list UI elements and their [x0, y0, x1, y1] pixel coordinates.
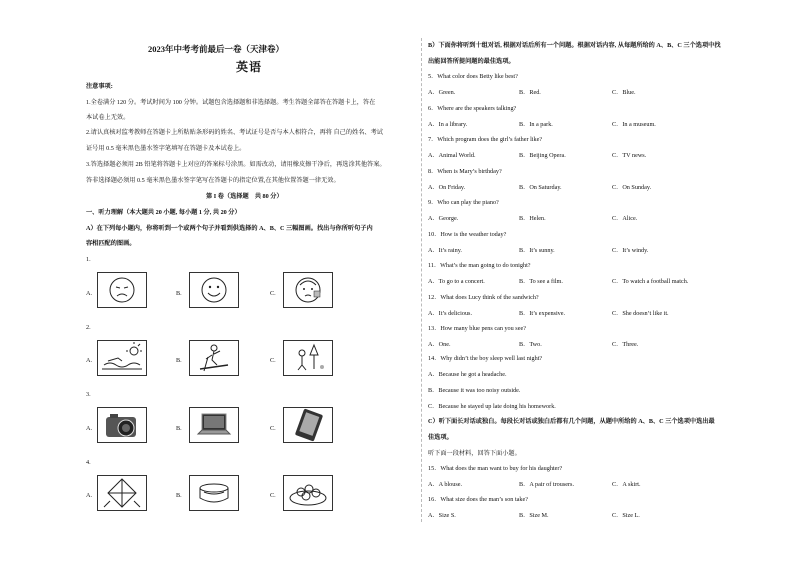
picnic-icon[interactable] — [283, 340, 333, 376]
beach-icon[interactable] — [97, 340, 147, 376]
notes-line: 本试卷上无效。 — [86, 114, 130, 121]
option-c[interactable]: C．Alice. — [612, 215, 638, 222]
question-text: 7．Which program does the girl’s father like? — [428, 136, 543, 143]
option-letter: C. — [270, 425, 276, 432]
exam-title: 2023年中考考前最后一卷（天津卷） — [148, 44, 285, 54]
option-c[interactable]: C．Three. — [612, 341, 639, 348]
part-c-subinstruction: 听下面一段材料，回答下面小题。 — [428, 450, 521, 457]
option-letter: B. — [176, 290, 182, 297]
option-c[interactable]: C．She doesn’t like it. — [612, 309, 669, 317]
option-b[interactable]: B．It’s sunny. — [519, 246, 555, 254]
part-c-instruction: 佳选项。 — [428, 434, 453, 441]
option-c[interactable]: C．To watch a football match. — [612, 278, 689, 285]
option-a[interactable]: A．On Friday. — [428, 183, 466, 191]
dumplings-icon[interactable] — [283, 475, 333, 511]
option-b[interactable]: B．It’s expensive. — [519, 309, 566, 317]
question-number: 3. — [86, 391, 91, 398]
option-a[interactable]: A．It’s rainy. — [428, 246, 462, 254]
option-b[interactable]: B．Red. — [519, 89, 541, 96]
option-letter: A. — [86, 290, 93, 297]
question-text: 10．How is the weather today? — [428, 230, 507, 238]
option-letter: A. — [86, 357, 93, 364]
question-text: 11．What’s the man going to do tonight? — [428, 262, 531, 269]
notes-line: 证号用 0.5 毫米黑色墨水签字笔填写在答题卡及本试卷上。 — [86, 145, 246, 152]
option-c[interactable]: C．Blue. — [612, 89, 636, 96]
part-b-instruction: B）下面你将听到十组对话, 根据对话后所有一个问题。根据对话内容, 从每题所给的 A、B、C 三个选项中找 — [428, 42, 721, 49]
option-c[interactable]: C．On Sunday. — [612, 183, 652, 191]
laptop-icon[interactable] — [189, 407, 239, 443]
section-heading: 第 I 卷（选择题 共 80 分） — [206, 193, 283, 200]
question-text: 8．When is Mary’s birthday? — [428, 167, 502, 175]
option-letter: A. — [86, 492, 93, 499]
column-divider — [421, 38, 422, 522]
option-c[interactable]: C．A skirt. — [612, 481, 641, 488]
option-c[interactable]: C．In a museum. — [612, 120, 656, 128]
option-b[interactable]: B．Size M. — [519, 512, 549, 519]
question-text: 6．Where are the speakers talking? — [428, 104, 517, 112]
notes-line: 答非选择题必须用 0.5 毫米黑色墨水签字笔写在答题卡的指定位置,在其他位置答题一律无效。 — [86, 177, 340, 184]
option-a[interactable]: A．To go to a concert. — [428, 278, 485, 285]
skiing-icon[interactable] — [189, 340, 239, 376]
option-b: B．Because it was too noisy outside. — [428, 387, 521, 394]
option-b[interactable]: B．Beijing Opera. — [519, 152, 566, 159]
happy-face-icon[interactable] — [189, 272, 239, 308]
part-a-instruction: A）在下列每小题内，你将听到一个或两个句子并看到供选择的 A、B、C 三幅图画。找出与你所听句子内 — [86, 225, 373, 232]
part-a-heading: 一、听力理解（本大题共 20 小题, 每小题 1 分, 共 20 分） — [86, 209, 241, 216]
question-text: 9．Who can play the piano? — [428, 199, 499, 206]
option-b[interactable]: B．On Saturday. — [519, 183, 562, 191]
phone-icon[interactable] — [283, 407, 333, 443]
option-a[interactable]: A．Animal World. — [428, 152, 476, 159]
option-letter: B. — [176, 425, 182, 432]
question-text: 16．What size does the man’s son take? — [428, 496, 529, 503]
option-c: C．Because he stayed up late doing his homework. — [428, 403, 556, 410]
option-b[interactable]: B．To see a film. — [519, 278, 563, 285]
kite-icon[interactable] — [97, 475, 147, 511]
question-text: 15．What does the man want to buy for his daughter? — [428, 465, 563, 472]
option-letter: C. — [270, 492, 276, 499]
option-a[interactable]: A．George. — [428, 215, 459, 222]
option-c[interactable]: C．Size L. — [612, 512, 640, 519]
question-text: 13．How many blue pens can you see? — [428, 325, 526, 332]
option-letter: A. — [86, 425, 93, 432]
option-a[interactable]: A．Green. — [428, 89, 456, 96]
option-c[interactable]: C．It’s windy. — [612, 246, 649, 254]
question-number: 4. — [86, 459, 91, 466]
camera-icon[interactable] — [97, 407, 147, 443]
notes-heading: 注意事项: — [86, 83, 113, 90]
part-b-instruction: 出能回答所提问题的最佳选项。 — [428, 58, 515, 65]
option-a[interactable]: A．One. — [428, 341, 451, 348]
notes-line: 1.全卷满分 120 分。考试时间为 100 分钟。试题包含选择题和非选择题。考生答题全部答在答题卡上，答在 — [86, 99, 376, 106]
question-number: 2. — [86, 324, 91, 331]
sad-face-icon[interactable] — [97, 272, 147, 308]
part-c-instruction: C）听下面长对话或独白。每段长对话或独白后都有几个问题，从题中所给的 A、B、C 三个选项中选出最 — [428, 418, 715, 425]
option-a[interactable]: A．In a library. — [428, 120, 468, 128]
question-number: 1. — [86, 256, 91, 263]
subject-title: 英语 — [236, 60, 263, 74]
option-a[interactable]: A．A blouse. — [428, 481, 463, 488]
option-letter: C. — [270, 290, 276, 297]
option-letter: B. — [176, 492, 182, 499]
sick-face-icon[interactable] — [283, 272, 333, 308]
cake-icon[interactable] — [189, 475, 239, 511]
option-b[interactable]: B．Helen. — [519, 215, 546, 222]
notes-line: 2.请认真核对监考教师在答题卡上所粘贴条形码的姓名、考试证号是否与本人相符合，再将 自己的姓名、考试 — [86, 129, 383, 136]
option-b[interactable]: B．Two. — [519, 341, 542, 348]
option-c[interactable]: C．TV news. — [612, 152, 647, 159]
question-text: 12．What does Lucy think of the sandwich? — [428, 293, 539, 301]
question-text: 5．What color does Betty like best? — [428, 73, 518, 80]
option-a: A．Because he got a headache. — [428, 371, 507, 378]
notes-line: 3.答选择题必须用 2B 铅笔将答题卡上对应的答案标号涂黑。如需改动，请用橡皮擦干净后，再选涂其他答案。 — [86, 161, 386, 168]
part-a-instruction: 容相匹配的图画。 — [86, 240, 136, 247]
question-text: 14．Why didn’t the boy sleep well last night? — [428, 355, 543, 362]
option-b[interactable]: B．In a park. — [519, 120, 553, 128]
option-letter: C. — [270, 357, 276, 364]
option-letter: B. — [176, 357, 182, 364]
option-b[interactable]: B．A pair of trousers. — [519, 481, 574, 488]
option-a[interactable]: A．It’s delicious. — [428, 309, 472, 317]
option-a[interactable]: A．Size S. — [428, 512, 456, 519]
